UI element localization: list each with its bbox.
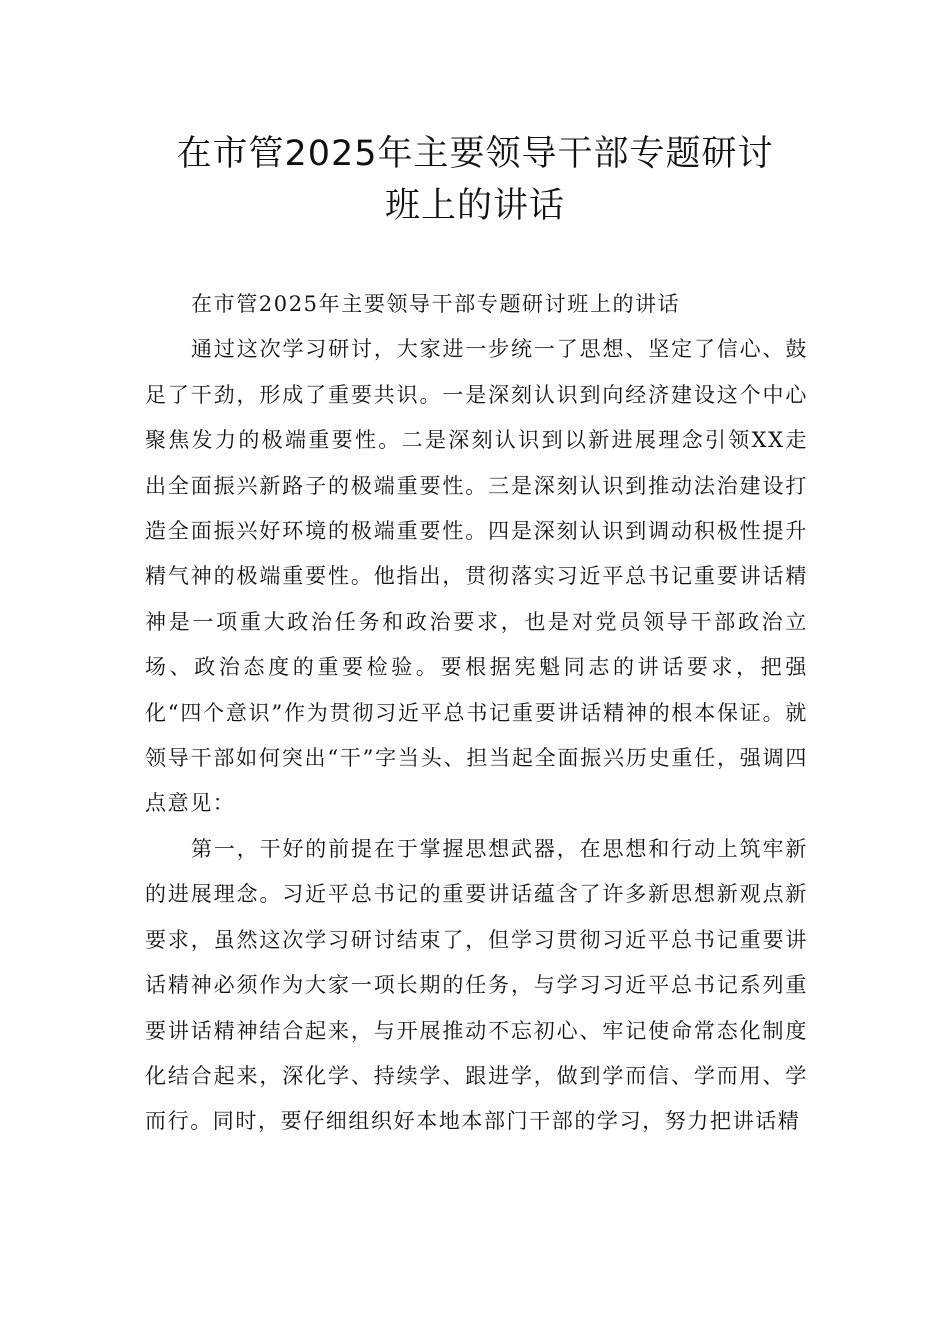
document-body (145, 282, 808, 1145)
title-line-2: 班上的讲话 (384, 186, 565, 226)
paragraph-first-point: 第一，干好的前提在于掌握思想武器，在思想和行动上筑牢新的进展理念。习近平总书记的重要讲话蕴含了许多新思想新观点新要求，虽然这次学习研讨结束了，但学习贯彻习近平总书记重要讲话精神必须作为大家一项长期的任务，与学习习近平总书记系列重要讲话精神结合起来，与开展推动不忘初心、牢记使命常态化制度化结合起来，深化学、持续学、跟进学，做到学而信、学而用、学而行。同时，要仔细组织好本地本部门干部的学习，努力把讲话精 (145, 836, 808, 1134)
paragraph-consensus: 通过这次学习研讨，大家进一步统一了思想、坚定了信心、鼓足了干劲，形成了重要共识。一是深刻认识到向经济建设这个中心聚焦发力的极端重要性。二是深刻认识到以新进展理念引领XX走出全面振兴新路子的极端重要性。三是深刻认识到推动法治建设打造全面振兴好环境的极端重要性。四是深刻认识到调动积极性提升精气神的极端重要性。他指出，贯彻落实习近平总书记重要讲话精神是一项重大政治任务和政治要求，也是对党员领导干部政治立场、政治态度的重要检验。要根据宪魁同志的讲话要求，把强化“四个意识”作为贯彻习近平总书记重要讲话精神的根本保证。就领导干部如何突出“干”字当头、担当起全面振兴历史重任，强调四点意见： (145, 337, 808, 816)
document-title (140, 128, 810, 232)
title-line-1: 在市管2025年主要领导干部专题研讨 (176, 134, 774, 174)
paragraph-subtitle: 在市管2025年主要领导干部专题研讨班上的讲话 (191, 292, 681, 316)
